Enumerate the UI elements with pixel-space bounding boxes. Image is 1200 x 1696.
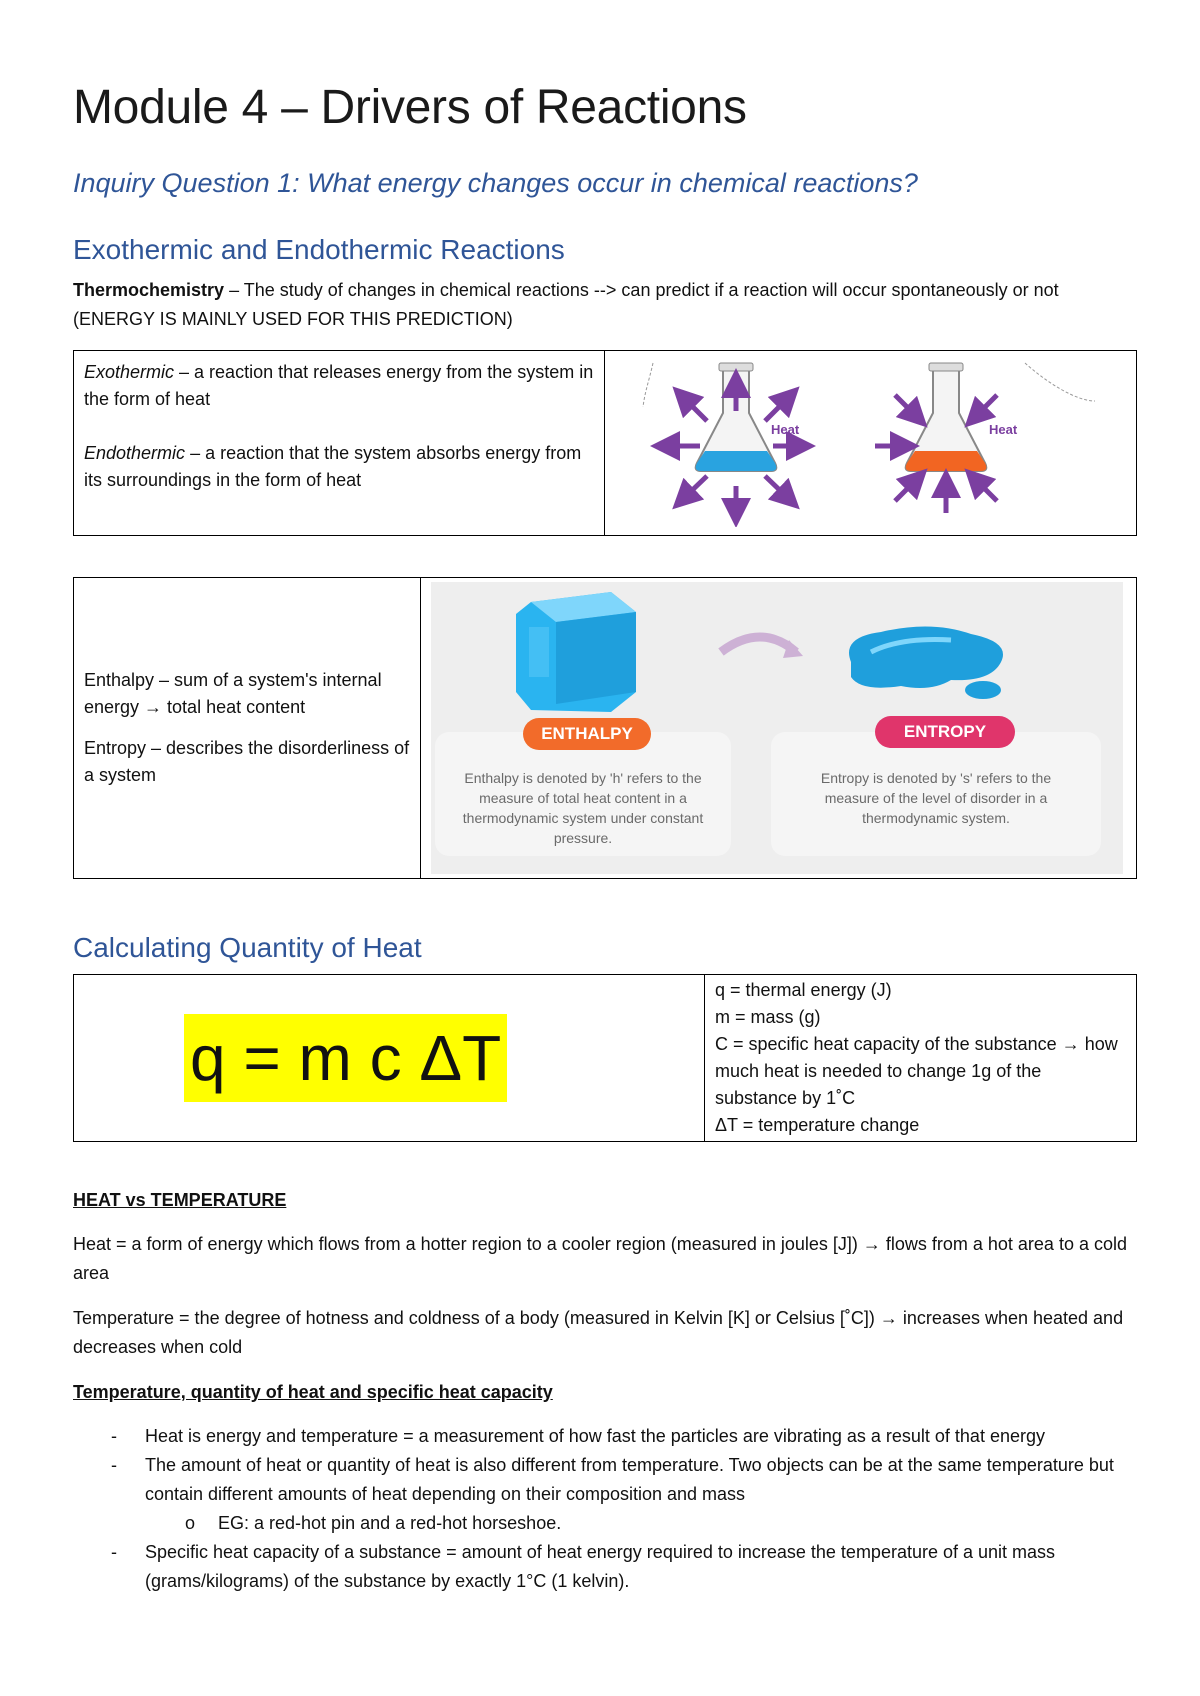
endothermic-definition [84, 440, 594, 494]
exo-heat-label: Heat [771, 422, 800, 437]
sub-list-item: o EG: a red-hot pin and a red-hot horseshoe. [73, 1509, 1137, 1538]
ice-to-water-illustration [431, 582, 1123, 722]
flask-figure-cell [605, 351, 1137, 536]
definition-delta-t: ΔT = temperature change [715, 1115, 920, 1135]
enthalpy-entropy-figure [431, 582, 1123, 874]
definition-c: C = specific heat capacity of the substance → how much heat is needed to change 1g of the substance by 1˚C [715, 1034, 1118, 1108]
endo-heat-label: Heat [989, 422, 1018, 437]
definition-m: m = mass (g) [715, 1007, 821, 1027]
enthalpy-entropy-figure-cell [421, 578, 1137, 879]
heat-definition: Heat = a form of energy which flows from a hotter region to a cooler region (measured in joules [J]) → flows from a hot area to a cold area [73, 1234, 1127, 1283]
entropy-pill: ENTROPY [875, 716, 1015, 748]
entropy-card-text: Entropy is denoted by 's' refers to the measure of the level of disorder in a thermodynamic system. [820, 770, 1052, 826]
inquiry-question: Inquiry Question 1: What energy changes occur in chemical reactions? [73, 168, 918, 198]
formula-definitions-cell [705, 975, 1137, 1142]
enthalpy-entropy-text-cell [74, 578, 421, 879]
exothermic-term: Exothermic [84, 362, 175, 382]
enthalpy-definition: Enthalpy – sum of a system's internal energy → total heat content [84, 670, 382, 717]
enthalpy-entropy-table [73, 577, 1137, 879]
transition-arrow-icon [721, 637, 796, 652]
exo-endo-flask-figure [605, 351, 1135, 527]
list-item: - Heat is energy and temperature = a measurement of how fast the particles are vibrating as a result of that energy [73, 1422, 1137, 1451]
thermochemistry-definition [73, 276, 1137, 334]
exothermic-text: – a reaction that releases energy from the system in the form of heat [84, 362, 594, 409]
heat-formula: q = m c ΔT [184, 1014, 507, 1102]
list-item: - The amount of heat or quantity of heat is also different from temperature. Two objects can be at the same temperature but contain different amounts of heat depending on their composition and mass [73, 1451, 1137, 1509]
page-title: Module 4 – Drivers of Reactions [73, 81, 747, 134]
temp-heat-capacity-subheading [73, 1378, 1137, 1407]
ice-cube-icon [516, 592, 636, 712]
list-item: - Specific heat capacity of a substance = amount of heat energy required to increase the temperature of a unit mass (grams/kilograms) of the substance by exactly 1°C (1 kelvin). [73, 1538, 1137, 1596]
enthalpy-card-text: Enthalpy is denoted by 'h' refers to the measure of total heat content in a thermodynamic system under constant pressure. [462, 770, 704, 846]
heat-vs-temp-heading-text: HEAT vs TEMPERATURE [73, 1190, 287, 1210]
entropy-definition: Entropy – describes the disorderliness of a system [84, 738, 410, 785]
exo-endo-text-cell [74, 351, 605, 536]
exothermic-definition [84, 359, 594, 413]
section-heading-heat-calc: Calculating Quantity of Heat [73, 932, 422, 963]
endothermic-flask-icon [875, 363, 1018, 513]
thermochemistry-text: – The study of changes in chemical reactions --> can predict if a reaction will occur spontaneously or not (ENERGY IS MAINLY USED FOR THIS PREDICTION) [73, 280, 1059, 329]
heat-vs-temp-heading [73, 1186, 1137, 1215]
temperature-definition: Temperature = the degree of hotness and coldness of a body (measured in Kelvin [K] or Celsius [˚C]) → increases when heated and decreases when cold [73, 1308, 1124, 1357]
thermochemistry-term: Thermochemistry [73, 280, 225, 300]
endothermic-text: – a reaction that the system absorbs energy from its surroundings in the form of heat [84, 443, 582, 490]
enthalpy-pill: ENTHALPY [523, 718, 651, 750]
section-heading-exo-endo: Exothermic and Endothermic Reactions [73, 234, 565, 265]
exothermic-flask-icon [665, 363, 801, 513]
temp-heat-capacity-subheading-text: Temperature, quantity of heat and specific heat capacity [73, 1382, 553, 1402]
water-puddle-icon [849, 626, 1003, 699]
bullet-list [73, 1422, 1137, 1596]
entropy-card [771, 732, 1101, 856]
enthalpy-card [435, 732, 731, 856]
formula-cell [74, 975, 705, 1142]
definition-q: q = thermal energy (J) [715, 980, 892, 1000]
exo-endo-table [73, 350, 1137, 536]
heat-formula-table [73, 974, 1137, 1142]
endothermic-term: Endothermic [84, 443, 186, 463]
